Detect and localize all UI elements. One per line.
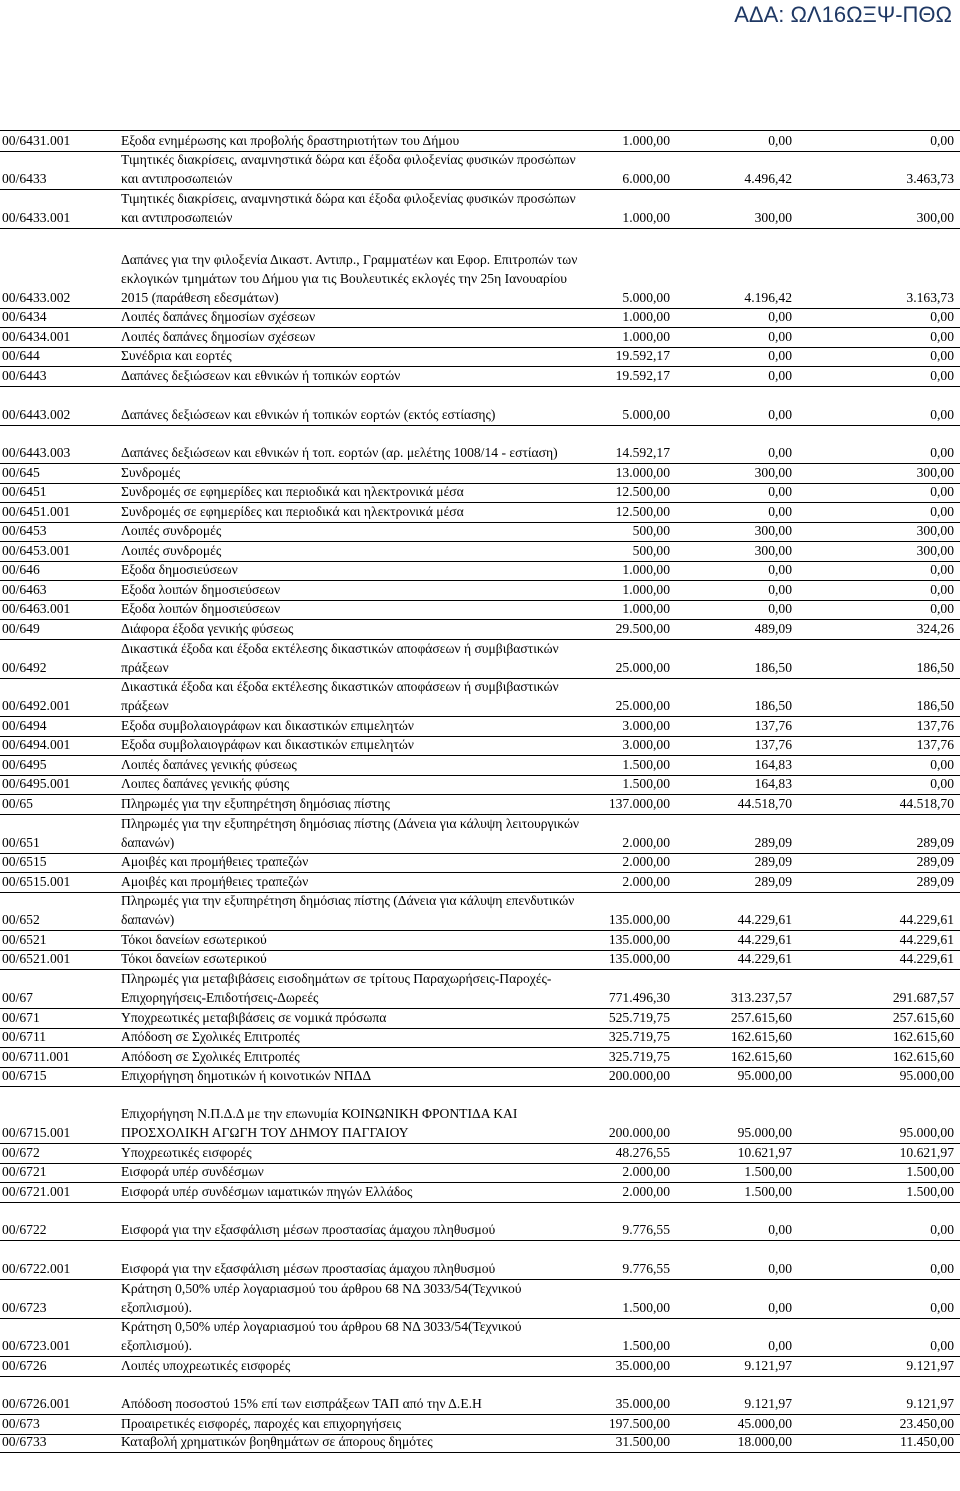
- committed-amount: 300,00: [754, 523, 792, 538]
- committed-amount: 4.496,42: [744, 171, 792, 186]
- budget-amount: 5.000,00: [622, 407, 670, 422]
- account-description: Αμοιβές και προμήθειες τραπεζών: [121, 874, 309, 889]
- account-code: 00/6453: [2, 523, 47, 538]
- committed-amount: 313.237,57: [730, 990, 792, 1005]
- account-description: Δαπάνες δεξιώσεων και εθνικών ή τοπικών εορτών: [121, 368, 401, 383]
- account-code: 00/6723.001: [2, 1338, 71, 1353]
- budget-amount: 25.000,00: [615, 698, 670, 713]
- paid-amount: 0,00: [930, 757, 954, 772]
- account-code: 00/645: [2, 465, 40, 480]
- paid-amount: 300,00: [916, 543, 954, 558]
- table-row: [0, 794, 960, 814]
- committed-amount: 0,00: [768, 1222, 792, 1237]
- budget-amount: 5.000,00: [622, 290, 670, 305]
- budget-amount: 135.000,00: [608, 951, 670, 966]
- table-row: [0, 228, 960, 308]
- account-code: 00/6723: [2, 1300, 47, 1315]
- paid-amount: 0,00: [930, 1222, 954, 1237]
- table-row: [0, 463, 960, 483]
- paid-amount: 289,09: [916, 854, 954, 869]
- budget-amount: 25.000,00: [615, 660, 670, 675]
- account-code: 00/6463: [2, 582, 47, 597]
- budget-amount: 2.000,00: [622, 854, 670, 869]
- paid-amount: 0,00: [930, 348, 954, 363]
- budget-amount: 137.000,00: [608, 796, 670, 811]
- account-description: Επιχορήγηση Ν.Π.Δ.Δ με την επωνυμία ΚΟΙΝΩΝΙΚΗ ΦΡΟΝΤΙΔΑ ΚΑΙ ΠΡΟΣΧΟΛΙΚΗ ΑΓΩΓΗ ΤΟΥ ΔΗΜΟΥ ΠΑΓΓΑΙΟΥ: [121, 1106, 518, 1140]
- committed-amount: 289,09: [754, 874, 792, 889]
- account-code: 00/6521: [2, 932, 47, 947]
- table-row: [0, 736, 960, 755]
- table-row: [0, 189, 960, 228]
- table-row: [0, 1279, 960, 1318]
- paid-amount: 23.450,00: [899, 1416, 954, 1431]
- table-row: [0, 892, 960, 930]
- table-row: [0, 425, 960, 463]
- account-code: 00/6433.002: [2, 290, 71, 305]
- table-row: [0, 1376, 960, 1414]
- committed-amount: 162.615,60: [730, 1049, 792, 1064]
- account-code: 00/6434.001: [2, 329, 71, 344]
- table-row: [0, 600, 960, 619]
- account-code: 00/644: [2, 348, 40, 363]
- account-description: Υποχρεωτικές μεταβιβάσεις σε νομικά πρόσωπα: [121, 1010, 387, 1025]
- budget-amount: 1.000,00: [622, 562, 670, 577]
- paid-amount: 0,00: [930, 133, 954, 148]
- table-row: [0, 1008, 960, 1028]
- table-row: [0, 502, 960, 522]
- paid-amount: 11.450,00: [900, 1434, 954, 1449]
- table-row: [0, 130, 960, 151]
- paid-amount: 300,00: [916, 465, 954, 480]
- budget-amount: 1.000,00: [622, 210, 670, 225]
- budget-amount: 19.592,17: [615, 348, 670, 363]
- paid-amount: 1.500,00: [906, 1184, 954, 1199]
- budget-amount: 6.000,00: [622, 171, 670, 186]
- account-code: 00/6494: [2, 718, 47, 733]
- paid-amount: 44.518,70: [899, 796, 954, 811]
- account-code: 00/6715: [2, 1068, 47, 1083]
- account-code: 00/6722.001: [2, 1261, 71, 1276]
- paid-amount: 0,00: [930, 309, 954, 324]
- committed-amount: 0,00: [768, 407, 792, 422]
- committed-amount: 186,50: [754, 660, 792, 675]
- account-description: Πληρωμές για την εξυπηρέτηση δημόσιας πίστης (Δάνεια για κάλυψη επενδυτικών δαπανών): [121, 893, 575, 927]
- budget-amount: 135.000,00: [608, 912, 670, 927]
- budget-amount: 35.000,00: [615, 1358, 670, 1373]
- account-description: Εισφορά για την εξασφάλιση μέσων προστασίας άμαχου πληθυσμού: [121, 1222, 496, 1237]
- budget-amount: 9.776,55: [622, 1222, 670, 1237]
- account-description: Διάφορα έξοδα γενικής φύσεως: [121, 621, 294, 636]
- budget-amount: 19.592,17: [615, 368, 670, 383]
- account-description: Εξοδα συμβολαιογράφων και δικαστικών επιμελητών: [121, 718, 414, 733]
- budget-amount: 325.719,75: [608, 1049, 670, 1064]
- table-row: [0, 1356, 960, 1376]
- committed-amount: 0,00: [768, 562, 792, 577]
- committed-amount: 1.500,00: [744, 1164, 792, 1179]
- account-code: 00/6721: [2, 1164, 47, 1179]
- paid-amount: 0,00: [930, 601, 954, 616]
- paid-amount: 95.000,00: [899, 1125, 954, 1140]
- account-description: Τιμητικές διακρίσεις, αναμνηστικά δώρα και έξοδα φιλοξενίας φυσικών προσώπων και αντιπροσωπειών: [121, 191, 576, 225]
- account-code: 00/6521.001: [2, 951, 71, 966]
- budget-amount: 1.500,00: [622, 757, 670, 772]
- account-description: Απόδοση σε Σχολικές Επιτροπές: [121, 1049, 300, 1064]
- table-row: [0, 1067, 960, 1086]
- committed-amount: 137,76: [754, 718, 792, 733]
- budget-amount: 1.500,00: [622, 776, 670, 791]
- paid-amount: 162.615,60: [892, 1029, 954, 1044]
- committed-amount: 0,00: [768, 582, 792, 597]
- budget-amount: 35.000,00: [615, 1396, 670, 1411]
- paid-amount: 9.121,97: [906, 1358, 954, 1373]
- table-row: [0, 1182, 960, 1202]
- account-description: Αμοιβές και προμήθειες τραπεζών: [121, 854, 309, 869]
- paid-amount: 0,00: [930, 562, 954, 577]
- paid-amount: 0,00: [930, 582, 954, 597]
- paid-amount: 257.615,60: [892, 1010, 954, 1025]
- budget-amount: 1.500,00: [622, 1338, 670, 1353]
- account-code: 00/651: [2, 835, 40, 850]
- budget-amount: 3.000,00: [622, 737, 670, 752]
- account-description: Συνέδρια και εορτές: [121, 348, 232, 363]
- account-description: Απόδοση ποσοστού 15% επί των εισπράξεων ΤΑΠ από την Δ.Ε.Η: [121, 1396, 482, 1411]
- budget-amount: 12.500,00: [615, 504, 670, 519]
- committed-amount: 257.615,60: [730, 1010, 792, 1025]
- account-description: Δαπάνες δεξιώσεων και εθνικών ή τοπικών εορτών (εκτός εστίασης): [121, 407, 496, 422]
- account-code: 00/6492.001: [2, 698, 71, 713]
- budget-amount: 31.500,00: [615, 1434, 670, 1449]
- paid-amount: 0,00: [930, 445, 954, 460]
- account-description: Εισφορά υπέρ συνδέσμων: [121, 1164, 264, 1179]
- account-code: 00/6711: [2, 1029, 47, 1044]
- account-description: Τόκοι δανείων εσωτερικού: [121, 951, 267, 966]
- account-code: 00/6515: [2, 854, 47, 869]
- account-code: 00/673: [2, 1416, 40, 1431]
- budget-amount: 1.500,00: [622, 1300, 670, 1315]
- table-row: [0, 853, 960, 872]
- account-code: 00/6733: [2, 1434, 47, 1449]
- account-code: 00/646: [2, 562, 40, 577]
- table-row: [0, 969, 960, 1008]
- committed-amount: 0,00: [768, 445, 792, 460]
- paid-amount: 0,00: [930, 407, 954, 422]
- account-description: Λοιπες δαπάνες γενικής φύσης: [121, 776, 290, 791]
- committed-amount: 0,00: [768, 504, 792, 519]
- committed-amount: 0,00: [768, 329, 792, 344]
- budget-amount: 771.496,30: [608, 990, 670, 1005]
- account-description: Δαπάνες για την φιλοξενία Δικαστ. Αντιπρ., Γραμματέων και Εφορ. Επιτροπών των εκλογικών τμημάτων του Δήμου για τις Βουλευτικές εκλογές την 25η Ιανουαρίου 2015 (παράθεση εδεσμάτων): [121, 252, 578, 305]
- committed-amount: 0,00: [768, 133, 792, 148]
- account-code: 00/6726.001: [2, 1396, 71, 1411]
- paid-amount: 291.687,57: [892, 990, 954, 1005]
- account-description: Δαπάνες δεξιώσεων και εθνικών ή τοπ. εορτών (αρ. μελέτης 1008/14 - εστίαση): [121, 445, 558, 460]
- account-description: Εξοδα λοιπών δημοσιεύσεων: [121, 582, 281, 597]
- table-row: [0, 366, 960, 386]
- budget-amount: 2.000,00: [622, 1164, 670, 1179]
- budget-amount: 2.000,00: [622, 1184, 670, 1199]
- paid-amount: 137,76: [916, 737, 954, 752]
- committed-amount: 10.621,97: [737, 1145, 792, 1160]
- budget-amount: 325.719,75: [608, 1029, 670, 1044]
- paid-amount: 186,50: [916, 698, 954, 713]
- account-code: 00/6434: [2, 309, 47, 324]
- budget-amount: 12.500,00: [615, 484, 670, 499]
- table-row: [0, 1434, 960, 1453]
- paid-amount: 300,00: [916, 523, 954, 538]
- account-description: Πληρωμές για την εξυπηρέτηση δημόσιας πίστης (Δάνεια για κάλυψη λειτουργικών δαπανών): [121, 816, 580, 850]
- paid-amount: 3.163,73: [906, 290, 954, 305]
- account-code: 00/6721.001: [2, 1184, 71, 1199]
- committed-amount: 0,00: [768, 1338, 792, 1353]
- table-row: [0, 872, 960, 892]
- account-description: Καταβολή χρηματικών βοηθημάτων σε άπορους δημότες: [121, 1434, 433, 1449]
- account-code: 00/6463.001: [2, 601, 71, 616]
- table-row: [0, 814, 960, 853]
- account-code: 00/672: [2, 1145, 40, 1160]
- paid-amount: 3.463,73: [906, 171, 954, 186]
- account-description: Λοιπές δαπάνες δημοσίων σχέσεων: [121, 309, 316, 324]
- paid-amount: 289,09: [916, 874, 954, 889]
- budget-amount: 525.719,75: [608, 1010, 670, 1025]
- committed-amount: 0,00: [768, 1300, 792, 1315]
- account-code: 00/6495.001: [2, 776, 71, 791]
- paid-amount: 1.500,00: [906, 1164, 954, 1179]
- table-row: [0, 580, 960, 600]
- committed-amount: 0,00: [768, 601, 792, 616]
- committed-amount: 300,00: [754, 210, 792, 225]
- table-row: [0, 755, 960, 775]
- account-code: 00/6443.003: [2, 445, 71, 460]
- budget-amount: 3.000,00: [622, 718, 670, 733]
- committed-amount: 0,00: [768, 1261, 792, 1276]
- table-row: [0, 950, 960, 969]
- account-description: Εισφορά για την εξασφάλιση μέσων προστασίας άμαχου πληθυσμού: [121, 1261, 496, 1276]
- account-description: Πληρωμές για την εξυπηρέτηση δημόσιας πίστης: [121, 796, 390, 811]
- table-row: [0, 930, 960, 950]
- table-row: [0, 151, 960, 189]
- account-description: Συνδρομές σε εφημερίδες και περιοδικά και ηλεκτρονικά μέσα: [121, 504, 464, 519]
- table-row: [0, 1163, 960, 1182]
- account-description: Συνδρομές σε εφημερίδες και περιοδικά και ηλεκτρονικά μέσα: [121, 484, 464, 499]
- committed-amount: 95.000,00: [737, 1068, 792, 1083]
- committed-amount: 0,00: [768, 309, 792, 324]
- table-row: [0, 541, 960, 561]
- committed-amount: 95.000,00: [737, 1125, 792, 1140]
- committed-amount: 164,83: [754, 757, 792, 772]
- paid-amount: 0,00: [930, 329, 954, 344]
- budget-amount: 200.000,00: [608, 1068, 670, 1083]
- paid-amount: 289,09: [916, 835, 954, 850]
- committed-amount: 0,00: [768, 368, 792, 383]
- account-code: 00/6495: [2, 757, 47, 772]
- paid-amount: 44.229,61: [899, 912, 954, 927]
- paid-amount: 300,00: [916, 210, 954, 225]
- budget-amount: 2.000,00: [622, 835, 670, 850]
- committed-amount: 4.196,42: [744, 290, 792, 305]
- budget-amount: 197.500,00: [608, 1416, 670, 1431]
- account-code: 00/67: [2, 990, 33, 1005]
- account-description: Εξοδα δημοσιεύσεων: [121, 562, 238, 577]
- account-description: Κράτηση 0,50% υπέρ λογαριασμού του άρθρου 68 ΝΔ 3033/54(Τεχνικού εξοπλισμού).: [121, 1319, 522, 1353]
- paid-amount: 10.621,97: [899, 1145, 954, 1160]
- paid-amount: 0,00: [930, 1338, 954, 1353]
- paid-amount: 0,00: [930, 776, 954, 791]
- committed-amount: 137,76: [754, 737, 792, 752]
- account-code: 00/652: [2, 912, 40, 927]
- paid-amount: 0,00: [930, 368, 954, 383]
- paid-amount: 44.229,61: [899, 951, 954, 966]
- ada-code: ΑΔΑ: ΩΛ16ΩΞΨ-ΠΘΩ: [734, 2, 952, 27]
- budget-amount: 2.000,00: [622, 874, 670, 889]
- committed-amount: 9.121,97: [744, 1396, 792, 1411]
- account-code: 00/6451.001: [2, 504, 71, 519]
- budget-amount: 200.000,00: [608, 1125, 670, 1140]
- table-row: [0, 386, 960, 425]
- committed-amount: 162.615,60: [730, 1029, 792, 1044]
- table-row: [0, 483, 960, 502]
- table-row: [0, 639, 960, 678]
- table-row: [0, 308, 960, 327]
- account-code: 00/6451: [2, 484, 47, 499]
- budget-amount: 1.000,00: [622, 582, 670, 597]
- account-description: Απόδοση σε Σχολικές Επιτροπές: [121, 1029, 300, 1044]
- paid-amount: 0,00: [930, 484, 954, 499]
- committed-amount: 289,09: [754, 854, 792, 869]
- account-code: 00/6453.001: [2, 543, 71, 558]
- account-code: 00/6515.001: [2, 874, 71, 889]
- account-code: 00/6443.002: [2, 407, 71, 422]
- account-code: 00/6726: [2, 1358, 47, 1373]
- account-code: 00/65: [2, 796, 33, 811]
- budget-amount: 9.776,55: [622, 1261, 670, 1276]
- account-description: Λοιπές δαπάνες γενικής φύσεως: [121, 757, 297, 772]
- account-description: Εισφορά υπέρ συνδέσμων ιαματικών πηγών Ελλάδος: [121, 1184, 413, 1199]
- committed-amount: 9.121,97: [744, 1358, 792, 1373]
- account-description: Τόκοι δανείων εσωτερικού: [121, 932, 267, 947]
- table-row: [0, 716, 960, 736]
- account-description: Συνδρομές: [121, 465, 181, 480]
- paid-amount: 324,26: [916, 621, 954, 636]
- committed-amount: 164,83: [754, 776, 792, 791]
- budget-amount: 1.000,00: [622, 133, 670, 148]
- committed-amount: 186,50: [754, 698, 792, 713]
- committed-amount: 18.000,00: [737, 1434, 792, 1449]
- account-code: 00/6492: [2, 660, 47, 675]
- paid-amount: 137,76: [916, 718, 954, 733]
- budget-amount: 1.000,00: [622, 329, 670, 344]
- committed-amount: 489,09: [754, 621, 792, 636]
- account-description: Λοιπές υποχρεωτικές εισφορές: [121, 1358, 291, 1373]
- paid-amount: 0,00: [930, 1300, 954, 1315]
- budget-amount: 500,00: [632, 523, 670, 538]
- budget-amount: 13.000,00: [615, 465, 670, 480]
- table-row: [0, 561, 960, 580]
- account-code: 00/6711.001: [2, 1049, 70, 1064]
- account-description: Εξοδα συμβολαιογράφων και δικαστικών επιμελητών: [121, 737, 414, 752]
- account-code: 00/6443: [2, 368, 47, 383]
- table-row: [0, 775, 960, 794]
- table-row: [0, 1202, 960, 1240]
- account-code: 00/649: [2, 621, 40, 636]
- table-row: [0, 522, 960, 541]
- paid-amount: 0,00: [930, 504, 954, 519]
- committed-amount: 0,00: [768, 484, 792, 499]
- committed-amount: 300,00: [754, 465, 792, 480]
- paid-amount: 0,00: [930, 1261, 954, 1276]
- account-description: Δικαστικά έξοδα και έξοδα εκτέλεσης δικαστικών αποφάσεων ή συμβιβαστικών πράξεων: [121, 679, 559, 713]
- budget-amount: 135.000,00: [608, 932, 670, 947]
- account-description: Πληρωμές για μεταβιβάσεις εισοδημάτων σε τρίτους Παραχωρήσεις-Παροχές-Επιχορηγήσεις-Επιδοτήσεις-Δωρεές: [121, 971, 552, 1005]
- table-row: [0, 1028, 960, 1047]
- table-row: [0, 1086, 960, 1143]
- budget-amount: 48.276,55: [615, 1145, 670, 1160]
- paid-amount: 44.229,61: [899, 932, 954, 947]
- committed-amount: 0,00: [768, 348, 792, 363]
- account-code: 00/6433.001: [2, 210, 71, 225]
- committed-amount: 44.518,70: [737, 796, 792, 811]
- committed-amount: 289,09: [754, 835, 792, 850]
- paid-amount: 9.121,97: [906, 1396, 954, 1411]
- budget-amount: 1.000,00: [622, 601, 670, 616]
- paid-amount: 162.615,60: [892, 1049, 954, 1064]
- account-description: Κράτηση 0,50% υπέρ λογαριασμού του άρθρου 68 ΝΔ 3033/54(Τεχνικού εξοπλισμού).: [121, 1281, 522, 1315]
- paid-amount: 186,50: [916, 660, 954, 675]
- account-description: Λοιπές συνδρομές: [121, 523, 222, 538]
- table-row: [0, 327, 960, 347]
- account-code: 00/6431.001: [2, 133, 71, 148]
- budget-amount: 1.000,00: [622, 309, 670, 324]
- account-code: 00/6433: [2, 171, 47, 186]
- account-description: Εξοδα λοιπών δημοσιεύσεων: [121, 601, 281, 616]
- account-description: Εξοδα ενημέρωσης και προβολής δραστηριοτήτων του Δήμου: [121, 133, 460, 148]
- committed-amount: 44.229,61: [737, 932, 792, 947]
- committed-amount: 45.000,00: [737, 1416, 792, 1431]
- account-code: 00/6722: [2, 1222, 47, 1237]
- account-code: 00/6494.001: [2, 737, 71, 752]
- table-row: [0, 1047, 960, 1067]
- committed-amount: 1.500,00: [744, 1184, 792, 1199]
- table-row: [0, 1318, 960, 1356]
- account-description: Υποχρεωτικές εισφορές: [121, 1145, 252, 1160]
- account-description: Επιχορήγηση δημοτικών ή κοινοτικών ΝΠΔΔ: [121, 1068, 372, 1083]
- table-row: [0, 347, 960, 366]
- account-description: Λοιπές συνδρομές: [121, 543, 222, 558]
- table-row: [0, 1143, 960, 1163]
- paid-amount: 95.000,00: [899, 1068, 954, 1083]
- account-description: Τιμητικές διακρίσεις, αναμνηστικά δώρα και έξοδα φιλοξενίας φυσικών προσώπων και αντιπροσωπειών: [121, 152, 576, 186]
- committed-amount: 44.229,61: [737, 912, 792, 927]
- account-description: Δικαστικά έξοδα και έξοδα εκτέλεσης δικαστικών αποφάσεων ή συμβιβαστικών πράξεων: [121, 641, 559, 675]
- table-row: [0, 1240, 960, 1279]
- budget-amount: 29.500,00: [615, 621, 670, 636]
- table-row: [0, 619, 960, 639]
- table-row: [0, 678, 960, 716]
- table-row: [0, 1414, 960, 1434]
- committed-amount: 300,00: [754, 543, 792, 558]
- account-description: Λοιπές δαπάνες δημοσίων σχέσεων: [121, 329, 316, 344]
- budget-amount: 14.592,17: [615, 445, 670, 460]
- account-code: 00/671: [2, 1010, 40, 1025]
- budget-amount: 500,00: [632, 543, 670, 558]
- committed-amount: 44.229,61: [737, 951, 792, 966]
- account-description: Προαιρετικές εισφορές, παροχές και επιχορηγήσεις: [121, 1416, 401, 1431]
- account-code: 00/6715.001: [2, 1125, 71, 1140]
